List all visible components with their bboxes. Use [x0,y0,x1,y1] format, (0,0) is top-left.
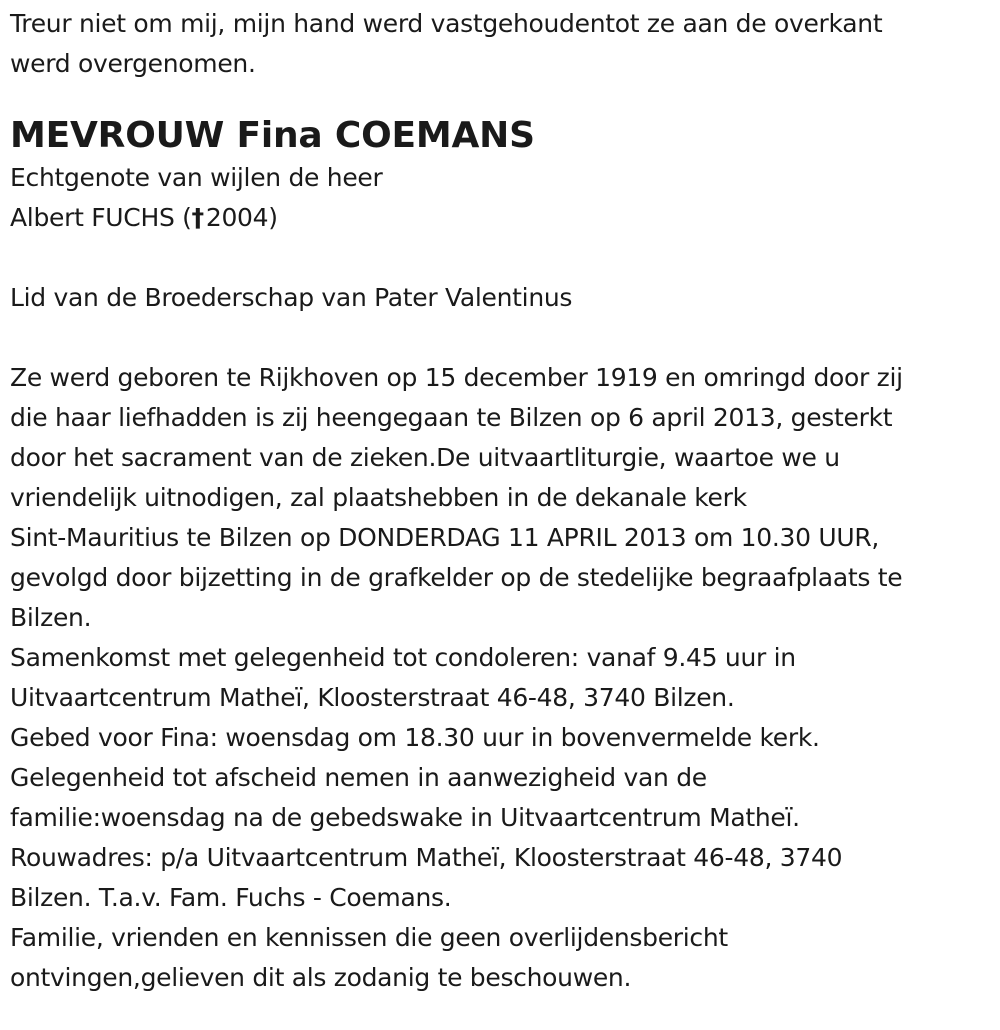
spouse-line-1: Echtgenote van wijlen de heer [10,163,383,192]
deceased-name: MEVROUW Fina COEMANS [10,115,535,156]
body-line: Gebed voor Fina: woensdag om 18.30 uur in bovenvermelde kerk. [10,723,820,752]
spouse-name: Albert FUCHS ( [10,203,192,232]
spouse-line-2 [10,198,990,238]
body-line: Bilzen. T.a.v. Fam. Fuchs - Coemans. [10,883,452,912]
quote-line-1: Treur niet om mij, mijn hand werd vastgehoudentot ze aan de overkant [10,9,883,38]
body-line: ontvingen,gelieven dit als zodanig te beschouwen. [10,963,632,992]
body-line: Ze werd geboren te Rijkhoven op 15 december 1919 en omringd door zij [10,363,903,392]
body-line: door het sacrament van de zieken.De uitvaartliturgie, waartoe we u [10,443,840,472]
notice-body [10,358,990,998]
body-line: vriendelijk uitnodigen, zal plaatshebben in de dekanale kerk [10,483,747,512]
body-line: Gelegenheid tot afscheid nemen in aanwezigheid van de [10,763,707,792]
spacer [10,238,990,278]
body-line: Rouwadres: p/a Uitvaartcentrum Matheï, Kloosterstraat 46-48, 3740 [10,843,843,872]
body-line: Uitvaartcentrum Matheï, Kloosterstraat 46-48, 3740 Bilzen. [10,683,735,712]
quote-line-2: werd overgenomen. [10,49,256,78]
body-line: Sint-Mauritius te Bilzen op DONDERDAG 11 APRIL 2013 om 10.30 UUR, [10,523,880,552]
spouse-death-year: 2004) [205,203,278,232]
membership-line: Lid van de Broederschap van Pater Valentinus [10,283,573,312]
body-line: die haar liefhadden is zij heengegaan te Bilzen op 6 april 2013, gesterkt [10,403,893,432]
body-line: Samenkomst met gelegenheid tot condoleren: vanaf 9.45 uur in [10,643,796,672]
body-line: Bilzen. [10,603,92,632]
body-line: gevolgd door bijzetting in de grafkelder op de stedelijke begraafplaats te [10,563,903,592]
spacer [10,318,990,358]
cross-icon: † [191,203,204,232]
body-line: Familie, vrienden en kennissen die geen overlijdensbericht [10,923,728,952]
body-line: familie:woensdag na de gebedswake in Uitvaartcentrum Matheï. [10,803,800,832]
